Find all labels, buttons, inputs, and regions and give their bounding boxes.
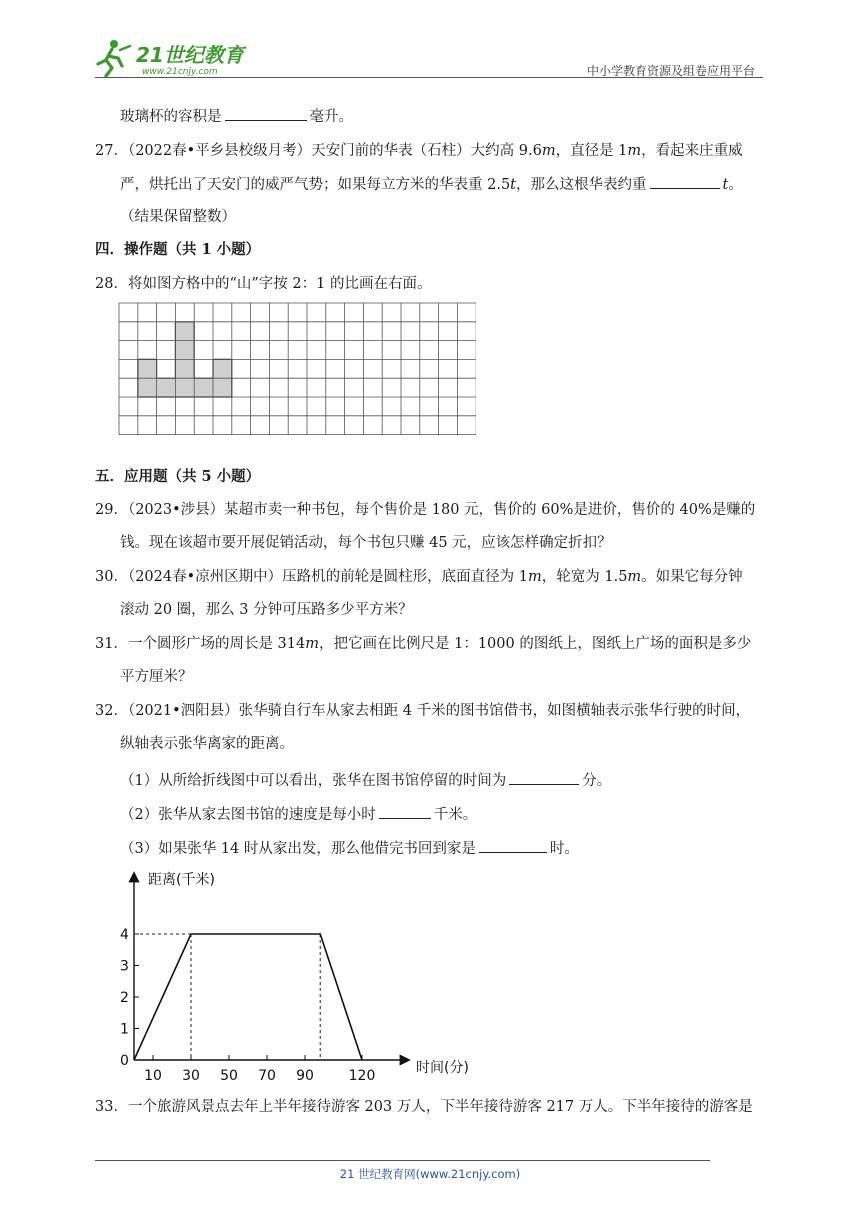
section-5-heading: 五．应用题（共 5 小题） bbox=[95, 468, 261, 485]
logo-sub: www.21cnjy.com bbox=[142, 67, 218, 77]
q30-line-1: 30．（2024春•凉州区期中）压路机的前轮是圆柱形，底面直径为 1m，轮宽为 1.5m。如果它每分钟 bbox=[95, 569, 743, 585]
q32-sub-1: （1）从所给折线图中可以看出，张华在图书馆停留的时间为 分。 bbox=[120, 770, 611, 791]
q32-sub-3: （3）如果张华 14 时从家出发，那么他借完书回到家是 时。 bbox=[120, 838, 579, 859]
distance-time-chart bbox=[112, 864, 482, 1086]
y-tick-label: 2 bbox=[120, 990, 129, 1006]
q26-tail-line: 玻璃杯的容积是 毫升。 bbox=[120, 106, 353, 127]
x-tick-label: 30 bbox=[182, 1068, 200, 1084]
q29-line-2: 钱。现在该超市要开展促销活动，每个书包只赚 45 元，应该怎样确定折扣？ bbox=[120, 535, 612, 551]
answer-blank[interactable] bbox=[379, 804, 431, 819]
q32-line-2: 纵轴表示张华离家的距离。 bbox=[120, 736, 294, 752]
q27-line-3: （结果保留整数） bbox=[120, 209, 236, 225]
y-axis-label: 距离(千米) bbox=[148, 872, 215, 888]
footer-link[interactable]: 21 世纪教育网(www.21cnjy.com) bbox=[339, 1167, 521, 1181]
x-tick-label: 120 bbox=[348, 1068, 376, 1084]
q32-sub-2: （2）张华从家去图书馆的速度是每小时 千米。 bbox=[120, 804, 477, 825]
q29-line-1: 29．（2023•涉县）某超市卖一种书包，每个售价是 180 元，售价的 60%是进价，售价的 40%是赚的 bbox=[95, 502, 756, 518]
y-tick-label: 4 bbox=[120, 927, 129, 943]
logo-main: 21世纪教育 bbox=[136, 43, 244, 67]
runner-icon bbox=[98, 40, 130, 76]
q32-line-1: 32．（2021•泗阳县）张华骑自行车从家去相距 4 千米的图书馆借书，如图横轴表示张华行驶的时间， bbox=[95, 703, 751, 719]
answer-blank[interactable] bbox=[509, 770, 579, 785]
q28-line: 28．将如图方格中的“山”字按 2：1 的比画在右面。 bbox=[95, 276, 432, 292]
x-tick-label: 50 bbox=[220, 1068, 238, 1084]
header-platform-text: 中小学教育资源及组卷应用平台 bbox=[586, 64, 755, 78]
y-tick-label: 3 bbox=[120, 958, 129, 975]
answer-blank[interactable] bbox=[650, 174, 720, 189]
q27-line-2: 严，烘托出了天安门的威严气势；如果每立方米的华表重 2.5t，那么这根华表约重 t。 bbox=[120, 174, 743, 195]
x-tick-label: 90 bbox=[296, 1068, 314, 1084]
logo bbox=[92, 36, 262, 80]
grid-figure bbox=[118, 302, 476, 456]
grid-lines bbox=[119, 303, 476, 435]
x-tick-label: 70 bbox=[258, 1068, 276, 1084]
x-axis-label: 时间(分) bbox=[416, 1060, 469, 1076]
header-divider bbox=[95, 77, 763, 78]
y-tick-label: 0 bbox=[120, 1053, 129, 1069]
q33-line-1: 33．一个旅游风景点去年上半年接待游客 203 万人，下半年接待游客 217 万人。下半年接待的游客是 bbox=[95, 1099, 753, 1115]
x-tick-label: 10 bbox=[144, 1068, 162, 1084]
answer-blank[interactable] bbox=[225, 106, 307, 121]
y-tick-label: 1 bbox=[120, 1021, 129, 1038]
answer-blank[interactable] bbox=[479, 838, 547, 853]
q31-line-1: 31．一个圆形广场的周长是 314m，把它画在比例尺是 1：1000 的图纸上，图纸上广场的面积是多少 bbox=[95, 636, 752, 652]
q30-line-2: 滚动 20 圈，那么 3 分钟可压路多少平方米？ bbox=[120, 602, 413, 618]
q31-line-2: 平方厘米？ bbox=[120, 669, 193, 685]
section-4-heading: 四．操作题（共 1 小题） bbox=[95, 241, 261, 258]
distance-series-line bbox=[134, 934, 362, 1060]
footer-divider bbox=[95, 1160, 710, 1161]
q27-line-1: 27．（2022春•平乡县校级月考）天安门前的华表（石柱）大约高 9.6m，直径是 1m，看起来庄重威 bbox=[95, 143, 743, 159]
